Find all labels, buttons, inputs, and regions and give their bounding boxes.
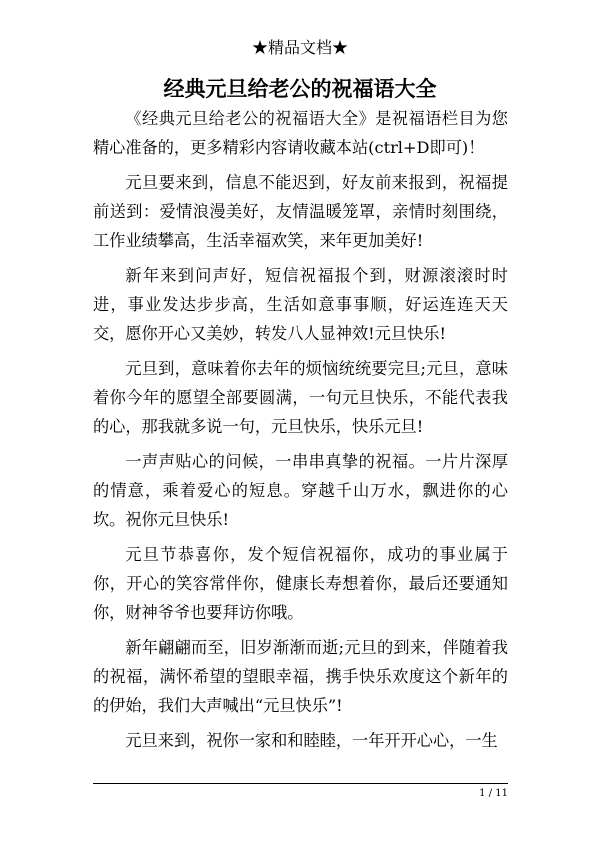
paragraph: 新年翩翩而至，旧岁渐渐而逝;元旦的到来，伴随着我的祝福，满怀希望的望眼幸福，携手快乐欢度这个新年的的伊始，我们大声喊出“元旦快乐”! bbox=[93, 638, 508, 715]
document-body bbox=[93, 104, 508, 761]
paragraph: 元旦到，意味着你去年的烦恼统统要完旦;元旦，意味着你今年的愿望全部要圆满，一句元旦快乐，不能代表我的心，那我就多说一句，元旦快乐，快乐元旦! bbox=[93, 359, 508, 436]
footer-divider bbox=[93, 783, 508, 784]
paragraph: 一声声贴心的问候，一串串真挚的祝福。一片片深厚的情意，乘着爱心的短息。穿越千山万水，飘进你的心坎。祝你元旦快乐! bbox=[93, 452, 508, 529]
paragraph: 元旦要来到，信息不能迟到，好友前来报到，祝福提前送到：爱情浪漫美好，友情温暖笼罩，亲情时刻围绕，工作业绩攀高，生活幸福欢笑，来年更加美好! bbox=[93, 173, 508, 250]
document-title: 经典元旦给老公的祝福语大全 bbox=[163, 76, 437, 101]
paragraph-intro: 《经典元旦给老公的祝福语大全》是祝福语栏目为您精心准备的，更多精彩内容请收藏本站(ctrl+D即可)！ bbox=[93, 109, 508, 157]
paragraph: 元旦来到，祝你一家和和睦睦，一年开开心心，一生 bbox=[125, 731, 498, 750]
page-header: ★精品文档★ bbox=[251, 38, 348, 57]
paragraph: 新年来到问声好，短信祝福报个到，财源滚滚时时进，事业发达步步高，生活如意事事顺，好运连连天天交，愿你开心又美妙，转发八人显神效!元旦快乐! bbox=[93, 266, 508, 343]
page-number: 1 / 11 bbox=[479, 788, 508, 799]
paragraph: 元旦节恭喜你，发个短信祝福你，成功的事业属于你，开心的笑容常伴你，健康长寿想着你，最后还要通知你，财神爷爷也要拜访你哦。 bbox=[93, 545, 508, 622]
